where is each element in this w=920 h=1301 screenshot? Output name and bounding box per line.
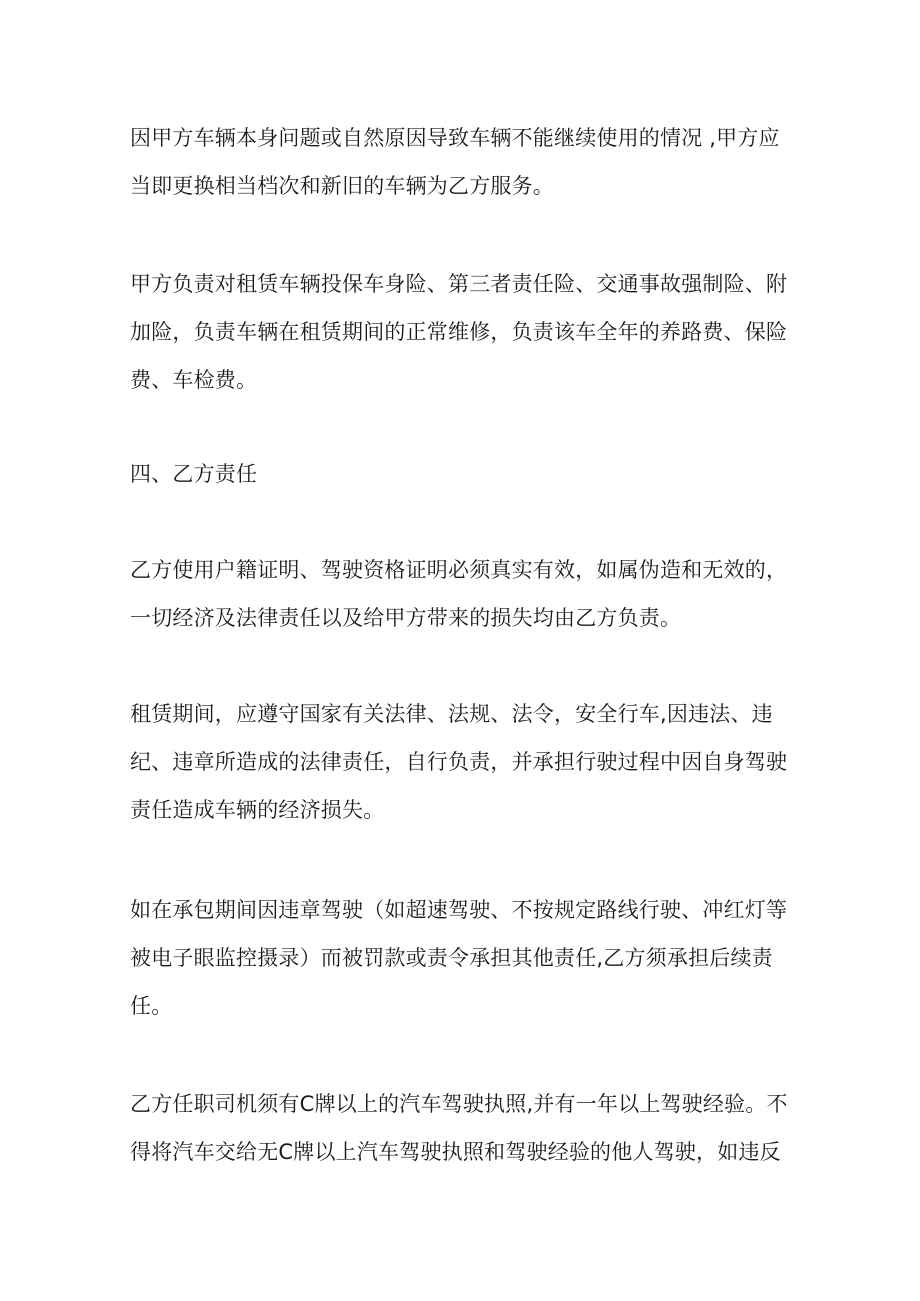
text-line: 责任造成车辆的经济损失。 (130, 798, 385, 822)
text-line: 当即更换相当档次和新旧的车辆为乙方服务。 (130, 174, 554, 198)
text-line: 四、乙方责任 (130, 462, 258, 486)
text-line: 租赁期间，应遵守国家有关法律、法规、法令，安全行车,因违法、违 (130, 702, 773, 726)
paragraph-driver-license (130, 1080, 800, 1176)
text-line: 加险，负责车辆在租赁期间的正常维修，负责该车全年的养路费、保险 (130, 320, 788, 344)
text-line: 任。 (130, 994, 173, 1018)
text-line: 因甲方车辆本身问题或自然原因导致车辆不能继续使用的情况 ,甲方应 (130, 126, 780, 150)
text-line: 一切经济及法律责任以及给甲方带来的损失均由乙方负责。 (130, 606, 682, 630)
paragraph-vehicle-replacement (130, 114, 800, 210)
text-line: 如在承包期间因违章驾驶（如超速驾驶、不按规定路线行驶、冲红灯等 (130, 898, 788, 922)
text-line: 纪、违章所造成的法律责任，自行负责，并承担行驶过程中因自身驾驶 (130, 750, 788, 774)
section-heading-party-b-responsibility (130, 450, 800, 498)
paragraph-legal-compliance (130, 690, 800, 834)
text-line: 费、车检费。 (130, 368, 258, 392)
text-line: 乙方使用户籍证明、驾驶资格证明必须真实有效，如属伪造和无效的， (130, 558, 788, 582)
text-line: 被电子眼监控摄录）而被罚款或责令承担其他责任,乙方须承担后续责 (130, 946, 773, 970)
text-line: 得将汽车交给无C牌以上汽车驾驶执照和驾驶经验的他人驾驶，如违反 (130, 1140, 781, 1164)
paragraph-traffic-violations (130, 886, 800, 1030)
paragraph-insurance-maintenance (130, 260, 800, 404)
text-line: 甲方负责对租赁车辆投保车身险、第三者责任险、交通事故强制险、附 (130, 272, 788, 296)
paragraph-identity-documents (130, 546, 800, 642)
text-line: 乙方任职司机须有C牌以上的汽车驾驶执照,并有一年以上驾驶经验。不 (130, 1092, 788, 1116)
